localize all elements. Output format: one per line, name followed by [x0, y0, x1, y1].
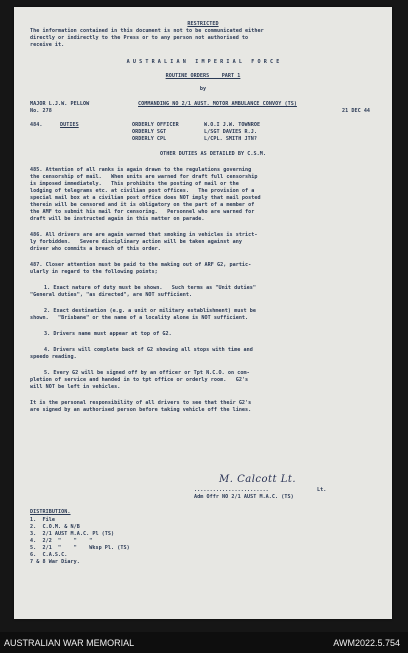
final-para-line: are signed by an authorised person before taking vehicle off the lines.: [30, 407, 252, 413]
para-485-line: therein will be censored and it is obligatory on the part of a member of: [30, 202, 255, 208]
item-484-title: DUTIES: [60, 122, 79, 128]
point-1-line: "General duties", "as directed", are NOT sufficient.: [30, 292, 193, 298]
para-486-line: driver who commits a breach of this order.: [30, 246, 161, 252]
adm-officer-line: Adm Offr NO 2/1 AUST M.A.C. (TS): [194, 494, 294, 500]
point-5-line: 5. Every G2 will be signed off by an officer or Tpt N.C.O. on com-: [44, 370, 250, 376]
para-486-line: ly forbidden. Severe disciplinary action will be taken against any: [30, 239, 242, 245]
para-487-line: ularly in regard to the following points;: [30, 269, 158, 275]
distribution-item: 3. 2/1 AUST M.A.C. Pl (TS): [30, 531, 115, 537]
point-2-line: shown. "Brisbane" or the name of a locality alone is NOT sufficient.: [30, 315, 249, 321]
notice-line-3: receive it.: [30, 42, 65, 48]
para-485-line: the AMF to submit his mail for censoring. Personnel who are warned for: [30, 209, 255, 215]
footer-source: AUSTRALIAN WAR MEMORIAL: [4, 638, 135, 648]
point-3-line: 3. Drivers name must appear at top of G2.: [44, 331, 172, 337]
para-486-line: 486. All drivers are are again warned that smoking in vehicles is strict-: [30, 232, 258, 238]
final-para-line: It is the personal responsibility of all drivers to see that their G2's: [30, 400, 252, 406]
commander-name: MAJOR L.J.W. PELLOW: [30, 101, 90, 107]
para-485-line: draft will be instructed again in this matter on parade.: [30, 216, 205, 222]
signature-rank: Lt.: [317, 487, 327, 493]
signature-dotted-line: ........................: [194, 487, 269, 493]
distribution-item: 2. C.O.M. & N/B: [30, 524, 80, 530]
restricted-heading: RESTRICTED: [187, 21, 219, 27]
duty-2-role: ORDERLY SGT: [132, 129, 167, 135]
para-485-line: lodging of telegrams etc. at civilian post offices. The provision of a: [30, 188, 255, 194]
point-4-line: speedo reading.: [30, 354, 77, 360]
duty-3-name: L/CPL. SMITH JTN?: [204, 136, 257, 142]
duty-3-role: ORDERLY CPL: [132, 136, 167, 142]
handwritten-signature: M. Calcott Lt.: [219, 474, 297, 485]
by-line: by: [199, 86, 207, 92]
duty-1-role: ORDERLY OFFICER: [132, 122, 179, 128]
document-page: [14, 7, 392, 619]
para-485-line: special mail box at a civilian post office does NOT imply that mail posted: [30, 195, 261, 201]
duty-2-name: L/SGT DAVIES R.J.: [204, 129, 257, 135]
point-1-line: 1. Exact nature of duty must be shown. Such terms as "Unit duties": [44, 285, 256, 291]
para-485-line: the censorship of mail. When units are warned for draft full censorship: [30, 174, 258, 180]
distribution-item: 1. File: [30, 517, 55, 523]
commander-title: COMMANDING NO 2/1 AUST. MOTOR AMBULANCE CONVOY (TS): [138, 101, 297, 107]
item-484-number: 484.: [30, 122, 43, 128]
distribution-item: 4. 2/2 " " ": [30, 538, 93, 544]
archive-footer: [0, 632, 408, 653]
notice-line-1: The information contained in this document is not to be communicated either: [30, 28, 264, 34]
notice-line-2: directly or indirectly to the Press or to any person not authorised to: [30, 35, 249, 41]
distribution-item: 6. C.A.S.C.: [30, 552, 68, 558]
point-5-line: will NOT be left in vehicles.: [30, 384, 121, 390]
order-date: 21 DEC 44: [342, 108, 371, 114]
point-5-line: pletion of service and handed in to tpt office or orderly room. G2's: [30, 377, 249, 383]
footer-accession-id: AWM2022.5.754: [333, 638, 400, 648]
force-title: A U S T R A L I A N I M P E R I A L F O R C E: [126, 59, 280, 65]
para-485-line: is imposed immediately. This prohibits the posting of mail or the: [30, 181, 239, 187]
para-487-line: 487. Closer attention must be paid to the making out of ARF G2, partic-: [30, 262, 252, 268]
para-485-line: 485. Attention of all ranks is again drawn to the regulations governing: [30, 167, 252, 173]
distribution-item: 5. 2/1 " " Wksp Pl. (TS): [30, 545, 130, 551]
order-number: No. 278: [30, 108, 52, 114]
distribution-title: DISTRIBUTION.: [30, 509, 71, 515]
point-4-line: 4. Drivers will complete back of G2 showing all stops with time and: [44, 347, 253, 353]
duty-1-name: W.O.I J.W. TOWNROE: [204, 122, 261, 128]
other-duties: OTHER DUTIES AS DETAILED BY C.S.M.: [160, 151, 266, 157]
distribution-item: 7 & 8 War Diary.: [30, 559, 80, 565]
point-2-line: 2. Exact destination (e.g. a unit or military establishment) must be: [44, 308, 256, 314]
routine-orders-title: ROUTINE ORDERS PART 1: [165, 73, 241, 79]
